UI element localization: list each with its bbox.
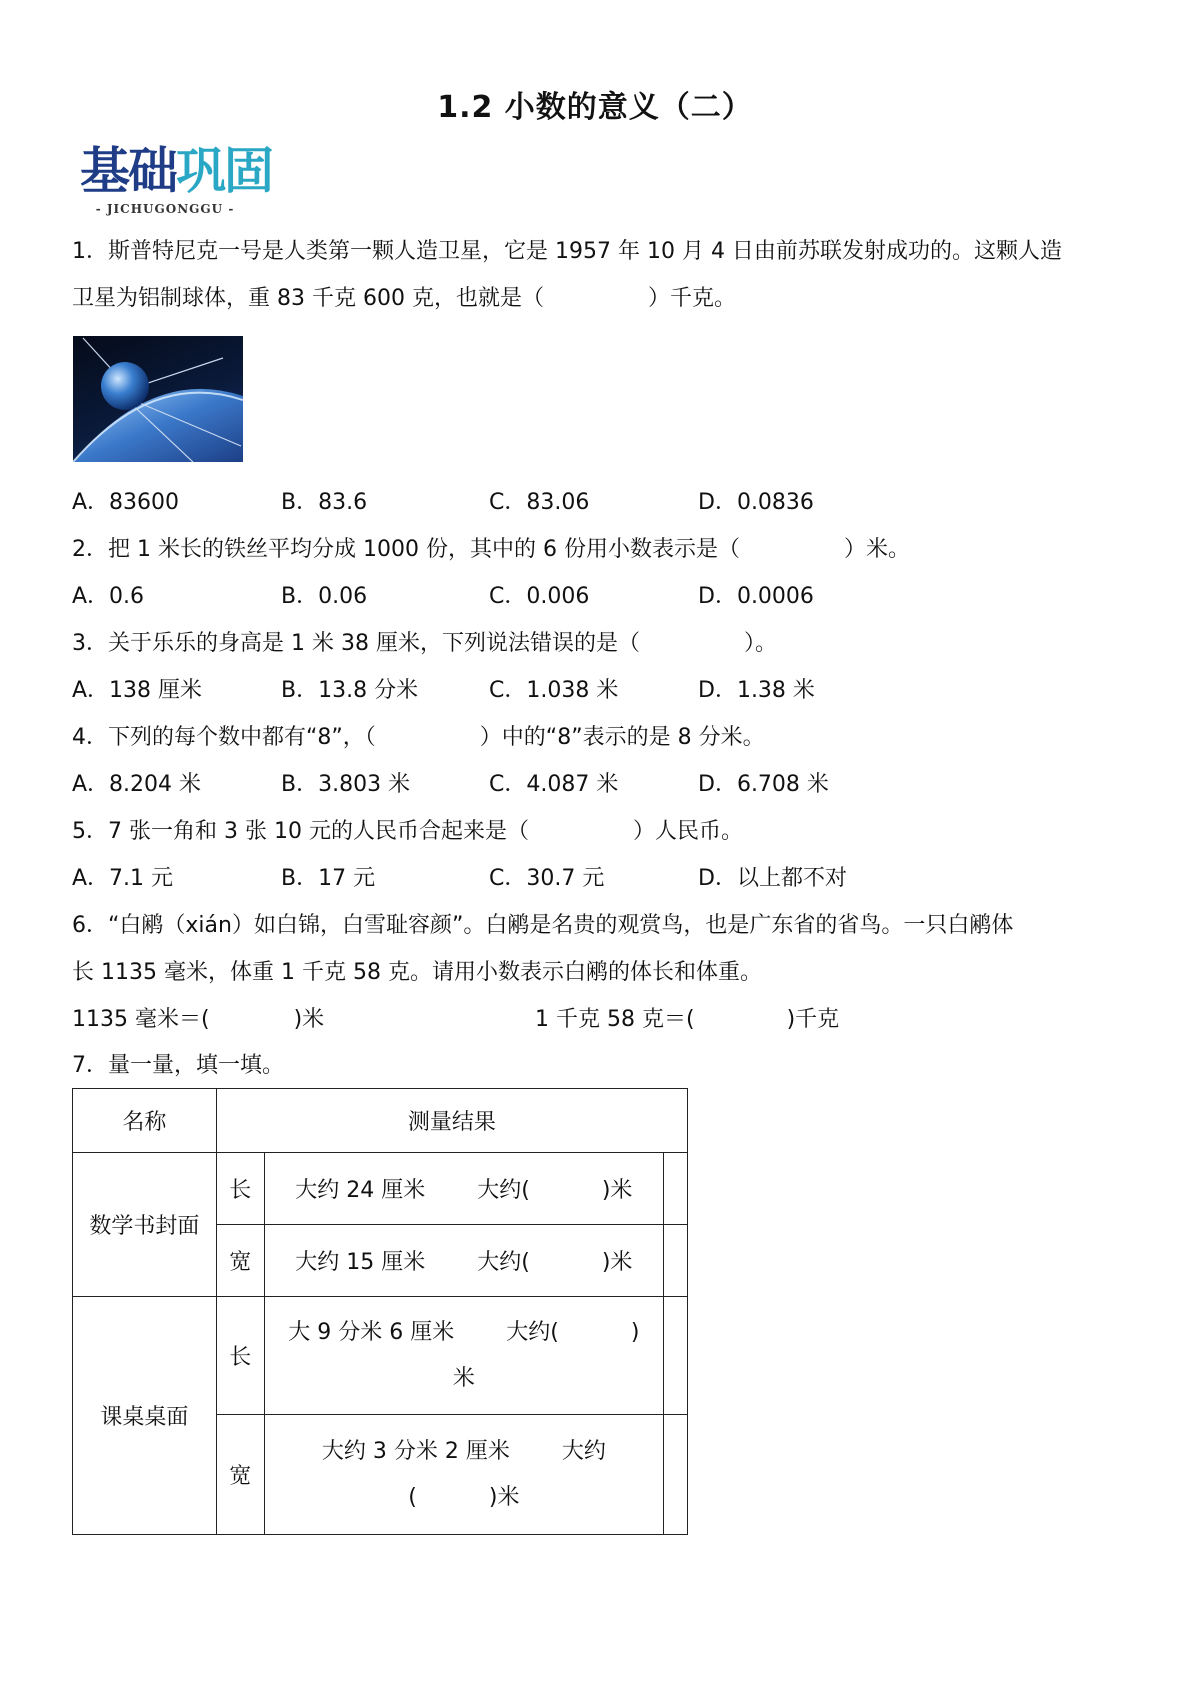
empty-cell xyxy=(664,1225,688,1297)
desk-length-cell xyxy=(264,1297,663,1415)
q2-line xyxy=(72,535,910,565)
q5-text-a: 5．7 张一角和 3 张 10 元的人民币合起来是（ xyxy=(72,819,529,844)
row-label-book: 数学书封面 xyxy=(73,1153,217,1297)
q1-option-d[interactable]: D．0.0836 xyxy=(698,490,814,515)
table-row xyxy=(73,1297,688,1415)
q4-text-a: 4．下列的每个数中都有“8”，（ xyxy=(72,725,376,750)
q6-line-1: 6．“白鹇（xián）如白锦，白雪耻容颜”。白鹇是名贵的观赏鸟，也是广东省的省鸟。一只白鹇体 xyxy=(72,913,1014,938)
empty-cell xyxy=(664,1297,688,1415)
desk-width-cell xyxy=(264,1415,663,1535)
q3-option-c[interactable]: C．1.038 米 xyxy=(489,678,619,703)
q4-option-a[interactable]: A．8.204 米 xyxy=(72,772,202,797)
q3-option-b[interactable]: B．13.8 分米 xyxy=(281,678,419,703)
q6-length-text-b: )米 xyxy=(293,1007,325,1032)
table-row xyxy=(73,1153,688,1225)
q1-option-c[interactable]: C．83.06 xyxy=(489,490,590,515)
satellite-image xyxy=(73,336,243,462)
logo-subtitle: - JICHUGONGGU - xyxy=(95,202,235,216)
book-width-text-b: )米 xyxy=(601,1250,633,1275)
q1-text-b: ）千克。 xyxy=(647,286,736,311)
q6-fill-length xyxy=(72,1005,324,1035)
q3-option-a[interactable]: A．138 厘米 xyxy=(72,678,203,703)
q1-text-a: 卫星为铝制球体，重 83 千克 600 克，也就是（ xyxy=(72,286,544,311)
dimension-label: 长 xyxy=(216,1153,264,1225)
desk-length-unit: 米 xyxy=(452,1365,475,1391)
q4-line xyxy=(72,723,765,753)
desk-width-measure: 大约 3 分米 2 厘米 xyxy=(321,1438,510,1464)
desk-width-text-b: ( xyxy=(408,1484,417,1510)
logo-part-2: 巩固 xyxy=(176,142,272,200)
q1-option-a[interactable]: A．83600 xyxy=(72,490,180,515)
q6-length-text-a: 1135 毫米＝( xyxy=(72,1007,210,1032)
logo-part-1: 基础 xyxy=(80,142,176,200)
table-header-row xyxy=(73,1089,688,1153)
desk-width-text-c: )米 xyxy=(488,1484,520,1510)
q2-option-d[interactable]: D．0.0006 xyxy=(698,584,814,609)
q7-prompt: 7．量一量，填一填。 xyxy=(72,1053,284,1078)
row-label-desk: 课桌桌面 xyxy=(73,1297,217,1535)
q4-option-d[interactable]: D．6.708 米 xyxy=(698,772,829,797)
q5-option-a[interactable]: A．7.1 元 xyxy=(72,866,174,891)
empty-cell xyxy=(664,1153,688,1225)
header-result: 测量结果 xyxy=(216,1089,687,1153)
q1-line-2 xyxy=(72,284,736,314)
q1-line-1: 1．斯普特尼克一号是人类第一颗人造卫星，它是 1957 年 10 月 4 日由前苏联发射成功的。这颗人造 xyxy=(72,239,1062,264)
q6-fill-weight xyxy=(535,1005,839,1035)
dimension-label: 宽 xyxy=(216,1415,264,1535)
q4-option-c[interactable]: C．4.087 米 xyxy=(489,772,619,797)
q3-text-b: ）。 xyxy=(743,631,777,656)
section-logo xyxy=(80,142,290,217)
dimension-label: 长 xyxy=(216,1297,264,1415)
q4-option-b[interactable]: B．3.803 米 xyxy=(281,772,411,797)
desk-width-text-a: 大约 xyxy=(561,1438,606,1464)
q5-text-b: ）人民币。 xyxy=(632,819,743,844)
q6-weight-text-b: )千克 xyxy=(786,1007,840,1032)
q5-option-d[interactable]: D．以上都不对 xyxy=(698,866,847,891)
q4-text-b: ）中的“8”表示的是 8 分米。 xyxy=(479,725,765,750)
q2-option-b[interactable]: B．0.06 xyxy=(281,584,368,609)
q3-option-d[interactable]: D．1.38 米 xyxy=(698,678,815,703)
q2-option-a[interactable]: A．0.6 xyxy=(72,584,145,609)
desk-length-measure: 大 9 分米 6 厘米 xyxy=(288,1319,455,1345)
q1-option-b[interactable]: B．83.6 xyxy=(281,490,368,515)
q6-line-2: 长 1135 毫米，体重 1 千克 58 克。请用小数表示白鹇的体长和体重。 xyxy=(72,960,762,985)
q2-text-b: ）米。 xyxy=(843,537,910,562)
desk-length-text-a: 大约( xyxy=(506,1319,559,1345)
book-length-measure: 大约 24 厘米 xyxy=(295,1178,426,1203)
book-width-measure: 大约 15 厘米 xyxy=(295,1250,426,1275)
book-length-text-a: 大约( xyxy=(477,1178,530,1203)
q2-option-c[interactable]: C．0.006 xyxy=(489,584,590,609)
desk-length-text-b: ) xyxy=(630,1319,640,1345)
header-name: 名称 xyxy=(73,1089,217,1153)
q3-text-a: 3．关于乐乐的身高是 1 米 38 厘米，下列说法错误的是（ xyxy=(72,631,640,656)
q5-line xyxy=(72,817,743,847)
q2-text-a: 2．把 1 米长的铁丝平均分成 1000 份，其中的 6 份用小数表示是（ xyxy=(72,537,740,562)
logo-text xyxy=(80,142,290,200)
q6-weight-text-a: 1 千克 58 克＝( xyxy=(535,1007,695,1032)
q5-option-c[interactable]: C．30.7 元 xyxy=(489,866,605,891)
book-width-cell xyxy=(264,1225,663,1297)
page-title: 1.2 小数的意义（二） xyxy=(437,90,753,125)
dimension-label: 宽 xyxy=(216,1225,264,1297)
satellite-illustration xyxy=(73,336,243,462)
q5-option-b[interactable]: B．17 元 xyxy=(281,866,376,891)
book-width-text-a: 大约( xyxy=(477,1250,530,1275)
measurement-table xyxy=(72,1088,688,1535)
book-length-cell xyxy=(264,1153,663,1225)
book-length-text-b: )米 xyxy=(601,1178,633,1203)
empty-cell xyxy=(664,1415,688,1535)
q3-line xyxy=(72,629,777,659)
